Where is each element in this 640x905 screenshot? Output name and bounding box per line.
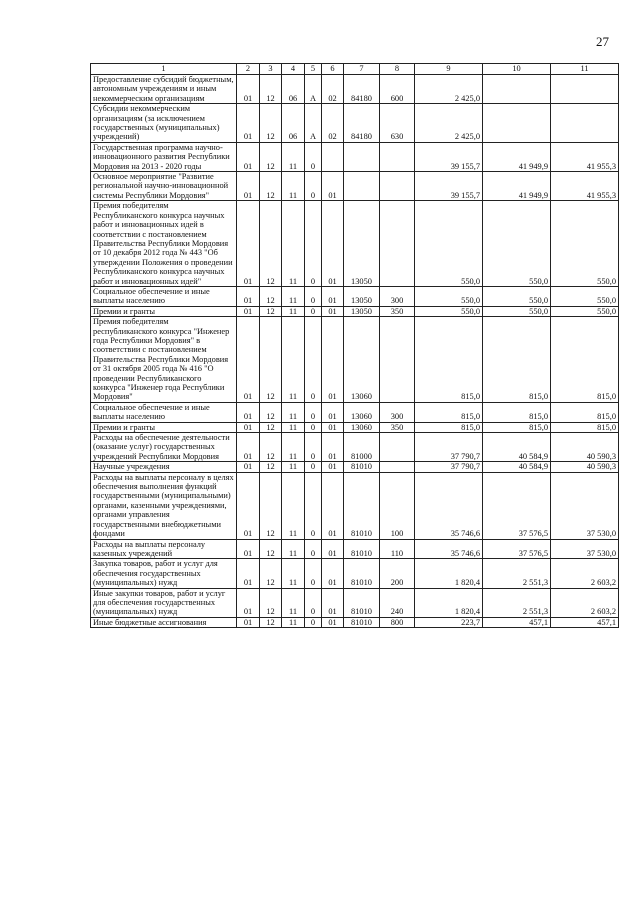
row-value-cell: 01 bbox=[237, 539, 260, 559]
table-row bbox=[91, 142, 619, 171]
row-value-cell: 01 bbox=[322, 422, 344, 432]
row-value-cell: 100 bbox=[380, 472, 415, 539]
row-value-cell: 550,0 bbox=[415, 306, 483, 316]
row-value-cell: 550,0 bbox=[551, 201, 619, 287]
row-value-cell: 12 bbox=[260, 317, 282, 403]
row-value-cell: 84180 bbox=[344, 75, 380, 104]
row-value-cell bbox=[483, 104, 551, 143]
row-value-cell: 0 bbox=[305, 462, 322, 472]
row-value-cell: 41 955,3 bbox=[551, 172, 619, 201]
row-value-cell: 2 425,0 bbox=[415, 75, 483, 104]
row-value-cell: 06 bbox=[282, 75, 305, 104]
row-value-cell bbox=[483, 75, 551, 104]
row-value-cell: 12 bbox=[260, 462, 282, 472]
row-value-cell: 02 bbox=[322, 104, 344, 143]
row-value-cell: 02 bbox=[322, 75, 344, 104]
row-value-cell: 2 425,0 bbox=[415, 104, 483, 143]
table-row bbox=[91, 286, 619, 306]
row-value-cell: 240 bbox=[380, 588, 415, 617]
row-value-cell: 11 bbox=[282, 172, 305, 201]
row-value-cell: 600 bbox=[380, 75, 415, 104]
row-value-cell: 12 bbox=[260, 433, 282, 462]
row-value-cell: 0 bbox=[305, 539, 322, 559]
row-value-cell: 550,0 bbox=[551, 306, 619, 316]
row-value-cell: 0 bbox=[305, 472, 322, 539]
row-value-cell: 0 bbox=[305, 306, 322, 316]
table-row bbox=[91, 617, 619, 627]
row-value-cell: 40 584,9 bbox=[483, 462, 551, 472]
row-value-cell: 01 bbox=[237, 104, 260, 143]
row-value-cell bbox=[380, 433, 415, 462]
row-name-cell: Премия победителям Республиканского конкурса научных работ и инновационных идей в соответствии с постановлением Правительства Республики Мордовия от 10 декабря 2012 года № 443 "Об утверждении Положения о проведении Республиканского конкурса научных работ и инновационных идей" bbox=[91, 201, 237, 287]
row-value-cell: 0 bbox=[305, 402, 322, 422]
row-value-cell: 01 bbox=[322, 306, 344, 316]
row-value-cell: 81010 bbox=[344, 472, 380, 539]
row-value-cell: 200 bbox=[380, 559, 415, 588]
row-value-cell: 13060 bbox=[344, 402, 380, 422]
row-value-cell: 41 949,9 bbox=[483, 142, 551, 171]
row-value-cell: 11 bbox=[282, 402, 305, 422]
row-value-cell: 550,0 bbox=[415, 201, 483, 287]
row-name-cell: Иные бюджетные ассигнования bbox=[91, 617, 237, 627]
row-value-cell: 01 bbox=[322, 433, 344, 462]
row-value-cell: 630 bbox=[380, 104, 415, 143]
row-value-cell: 12 bbox=[260, 104, 282, 143]
row-value-cell: 06 bbox=[282, 104, 305, 143]
row-value-cell: 01 bbox=[237, 286, 260, 306]
row-value-cell: 01 bbox=[237, 462, 260, 472]
row-value-cell: 40 590,3 bbox=[551, 462, 619, 472]
row-value-cell: 81010 bbox=[344, 617, 380, 627]
row-value-cell bbox=[551, 75, 619, 104]
row-value-cell: 815,0 bbox=[483, 422, 551, 432]
row-value-cell: 01 bbox=[237, 201, 260, 287]
row-value-cell: 01 bbox=[237, 422, 260, 432]
row-value-cell: 01 bbox=[237, 75, 260, 104]
row-value-cell: 40 584,9 bbox=[483, 433, 551, 462]
row-value-cell: 12 bbox=[260, 588, 282, 617]
row-value-cell: 01 bbox=[237, 306, 260, 316]
row-value-cell: 01 bbox=[237, 402, 260, 422]
table-row bbox=[91, 588, 619, 617]
row-name-cell: Предоставление субсидий бюджетным, автономным учреждениям и иным некоммерческим организациям bbox=[91, 75, 237, 104]
row-value-cell: 13060 bbox=[344, 317, 380, 403]
row-value-cell: 12 bbox=[260, 402, 282, 422]
row-value-cell bbox=[380, 142, 415, 171]
row-value-cell: 40 590,3 bbox=[551, 433, 619, 462]
row-value-cell: 01 bbox=[322, 286, 344, 306]
table-row bbox=[91, 472, 619, 539]
row-value-cell: 01 bbox=[322, 201, 344, 287]
row-value-cell: 13050 bbox=[344, 201, 380, 287]
row-value-cell: 550,0 bbox=[551, 286, 619, 306]
row-name-cell: Расходы на выплаты персоналу в целях обеспечения выполнения функций государственными (муниципальными) органами, казенными учреждениями, органами управления государственными внебюджетными фондами bbox=[91, 472, 237, 539]
row-value-cell: 815,0 bbox=[551, 402, 619, 422]
row-value-cell: 12 bbox=[260, 172, 282, 201]
header-cell: 5 bbox=[305, 64, 322, 75]
row-value-cell: 815,0 bbox=[483, 317, 551, 403]
header-cell: 7 bbox=[344, 64, 380, 75]
row-value-cell: 11 bbox=[282, 422, 305, 432]
row-value-cell: 01 bbox=[237, 172, 260, 201]
row-value-cell: 01 bbox=[322, 462, 344, 472]
table-row bbox=[91, 172, 619, 201]
row-value-cell: 550,0 bbox=[483, 286, 551, 306]
row-value-cell: 12 bbox=[260, 559, 282, 588]
row-value-cell: 12 bbox=[260, 201, 282, 287]
row-value-cell: 37 576,5 bbox=[483, 472, 551, 539]
row-value-cell: 01 bbox=[237, 142, 260, 171]
row-value-cell: 11 bbox=[282, 201, 305, 287]
row-value-cell: 41 949,9 bbox=[483, 172, 551, 201]
row-value-cell: 815,0 bbox=[415, 317, 483, 403]
row-value-cell: 12 bbox=[260, 142, 282, 171]
row-value-cell: 2 551,3 bbox=[483, 559, 551, 588]
header-cell: 8 bbox=[380, 64, 415, 75]
row-value-cell: 37 530,0 bbox=[551, 539, 619, 559]
row-value-cell: 84180 bbox=[344, 104, 380, 143]
table-row bbox=[91, 539, 619, 559]
row-value-cell: 39 155,7 bbox=[415, 172, 483, 201]
row-value-cell: 81000 bbox=[344, 433, 380, 462]
row-value-cell bbox=[344, 142, 380, 171]
row-value-cell: 01 bbox=[322, 588, 344, 617]
row-value-cell bbox=[380, 201, 415, 287]
row-value-cell: 12 bbox=[260, 286, 282, 306]
row-value-cell: 0 bbox=[305, 317, 322, 403]
row-value-cell: 35 746,6 bbox=[415, 472, 483, 539]
row-value-cell bbox=[344, 172, 380, 201]
row-name-cell: Закупка товаров, работ и услуг для обеспечения государственных (муниципальных) нужд bbox=[91, 559, 237, 588]
row-value-cell: 0 bbox=[305, 422, 322, 432]
row-name-cell: Социальное обеспечение и иные выплаты населению bbox=[91, 286, 237, 306]
row-name-cell: Субсидии некоммерческим организациям (за исключением государственных (муниципальных) учреждений) bbox=[91, 104, 237, 143]
row-value-cell: 0 bbox=[305, 172, 322, 201]
row-value-cell: 0 bbox=[305, 588, 322, 617]
row-name-cell: Расходы на выплаты персоналу казенных учреждений bbox=[91, 539, 237, 559]
row-value-cell: 1 820,4 bbox=[415, 559, 483, 588]
row-value-cell: 800 bbox=[380, 617, 415, 627]
row-value-cell: 815,0 bbox=[415, 402, 483, 422]
row-value-cell: 223,7 bbox=[415, 617, 483, 627]
row-value-cell: 11 bbox=[282, 472, 305, 539]
row-value-cell: 01 bbox=[237, 559, 260, 588]
row-value-cell: 12 bbox=[260, 617, 282, 627]
table-row bbox=[91, 306, 619, 316]
row-value-cell: 815,0 bbox=[551, 317, 619, 403]
row-value-cell bbox=[380, 462, 415, 472]
row-value-cell bbox=[380, 172, 415, 201]
row-value-cell: 0 bbox=[305, 433, 322, 462]
table-row bbox=[91, 402, 619, 422]
header-cell: 4 bbox=[282, 64, 305, 75]
row-value-cell: 13050 bbox=[344, 306, 380, 316]
row-value-cell: 350 bbox=[380, 422, 415, 432]
row-value-cell: 12 bbox=[260, 75, 282, 104]
row-value-cell: 37 790,7 bbox=[415, 433, 483, 462]
row-value-cell: 35 746,6 bbox=[415, 539, 483, 559]
header-row bbox=[91, 64, 619, 75]
row-name-cell: Премии и гранты bbox=[91, 422, 237, 432]
table-row bbox=[91, 75, 619, 104]
row-name-cell: Премии и гранты bbox=[91, 306, 237, 316]
row-name-cell: Социальное обеспечение и иные выплаты населению bbox=[91, 402, 237, 422]
row-value-cell: 01 bbox=[322, 539, 344, 559]
header-cell: 3 bbox=[260, 64, 282, 75]
row-value-cell: 550,0 bbox=[415, 286, 483, 306]
row-value-cell: 01 bbox=[237, 317, 260, 403]
row-value-cell: 01 bbox=[322, 559, 344, 588]
row-value-cell: 12 bbox=[260, 472, 282, 539]
row-value-cell: 13060 bbox=[344, 422, 380, 432]
row-value-cell: 457,1 bbox=[551, 617, 619, 627]
row-value-cell: 457,1 bbox=[483, 617, 551, 627]
row-value-cell: 11 bbox=[282, 306, 305, 316]
row-value-cell: 11 bbox=[282, 559, 305, 588]
row-value-cell: 81010 bbox=[344, 539, 380, 559]
row-value-cell: 01 bbox=[322, 617, 344, 627]
row-value-cell: 815,0 bbox=[483, 402, 551, 422]
row-name-cell: Государственная программа научно-инновационного развития Республики Мордовия на 2013 - 2020 годы bbox=[91, 142, 237, 171]
row-value-cell: 01 bbox=[322, 317, 344, 403]
row-value-cell: 0 bbox=[305, 142, 322, 171]
row-value-cell: 81010 bbox=[344, 462, 380, 472]
row-value-cell: 11 bbox=[282, 433, 305, 462]
row-value-cell: 11 bbox=[282, 462, 305, 472]
row-value-cell: 815,0 bbox=[551, 422, 619, 432]
row-value-cell: 37 530,0 bbox=[551, 472, 619, 539]
row-value-cell: 1 820,4 bbox=[415, 588, 483, 617]
row-value-cell bbox=[322, 142, 344, 171]
row-value-cell: 37 576,5 bbox=[483, 539, 551, 559]
header-cell: 11 bbox=[551, 64, 619, 75]
row-value-cell: 12 bbox=[260, 306, 282, 316]
row-value-cell: 2 603,2 bbox=[551, 559, 619, 588]
row-value-cell: 01 bbox=[322, 402, 344, 422]
header-cell: 10 bbox=[483, 64, 551, 75]
row-value-cell: 37 790,7 bbox=[415, 462, 483, 472]
row-value-cell bbox=[380, 317, 415, 403]
row-name-cell: Премия победителям республиканского конкурса "Инженер года Республики Мордовия" в соответствии с постановлением Правительства Республики Мордовия от 31 октября 2005 года № 416 "О проведении Республиканского конкурса "Инженер года Республики Мордовия" bbox=[91, 317, 237, 403]
page-number: 27 bbox=[596, 34, 609, 49]
header-cell: 2 bbox=[237, 64, 260, 75]
row-value-cell: 01 bbox=[322, 172, 344, 201]
table-row bbox=[91, 559, 619, 588]
table-row bbox=[91, 433, 619, 462]
row-value-cell: 01 bbox=[237, 588, 260, 617]
header-cell: 1 bbox=[91, 64, 237, 75]
table-row bbox=[91, 462, 619, 472]
row-value-cell: 0 bbox=[305, 559, 322, 588]
table-row bbox=[91, 201, 619, 287]
row-value-cell: А bbox=[305, 75, 322, 104]
row-value-cell: 11 bbox=[282, 142, 305, 171]
row-value-cell: 01 bbox=[237, 433, 260, 462]
header-cell: 9 bbox=[415, 64, 483, 75]
row-name-cell: Иные закупки товаров, работ и услуг для обеспечения государственных (муниципальных) нужд bbox=[91, 588, 237, 617]
row-value-cell: 0 bbox=[305, 286, 322, 306]
row-value-cell: 0 bbox=[305, 617, 322, 627]
row-name-cell: Научные учреждения bbox=[91, 462, 237, 472]
row-value-cell: 2 551,3 bbox=[483, 588, 551, 617]
budget-table bbox=[90, 63, 619, 628]
row-name-cell: Расходы на обеспечение деятельности (оказание услуг) государственных учреждений Республики Мордовия bbox=[91, 433, 237, 462]
row-value-cell: 0 bbox=[305, 201, 322, 287]
row-value-cell: 550,0 bbox=[483, 201, 551, 287]
row-value-cell: 41 955,3 bbox=[551, 142, 619, 171]
row-value-cell: 110 bbox=[380, 539, 415, 559]
row-name-cell: Основное мероприятие "Развитие региональной научно-инновационной системы Республики Мордовия" bbox=[91, 172, 237, 201]
table-row bbox=[91, 317, 619, 403]
row-value-cell: 12 bbox=[260, 539, 282, 559]
row-value-cell: 12 bbox=[260, 422, 282, 432]
row-value-cell: 39 155,7 bbox=[415, 142, 483, 171]
row-value-cell: 81010 bbox=[344, 588, 380, 617]
row-value-cell: 815,0 bbox=[415, 422, 483, 432]
header-cell: 6 bbox=[322, 64, 344, 75]
row-value-cell: 350 bbox=[380, 306, 415, 316]
row-value-cell: 11 bbox=[282, 617, 305, 627]
table-row bbox=[91, 104, 619, 143]
row-value-cell bbox=[551, 104, 619, 143]
row-value-cell: 81010 bbox=[344, 559, 380, 588]
row-value-cell: 13050 bbox=[344, 286, 380, 306]
row-value-cell: 11 bbox=[282, 286, 305, 306]
row-value-cell: А bbox=[305, 104, 322, 143]
row-value-cell: 01 bbox=[237, 472, 260, 539]
row-value-cell: 2 603,2 bbox=[551, 588, 619, 617]
row-value-cell: 300 bbox=[380, 286, 415, 306]
table-row bbox=[91, 422, 619, 432]
row-value-cell: 11 bbox=[282, 588, 305, 617]
row-value-cell: 01 bbox=[322, 472, 344, 539]
row-value-cell: 300 bbox=[380, 402, 415, 422]
row-value-cell: 550,0 bbox=[483, 306, 551, 316]
row-value-cell: 11 bbox=[282, 539, 305, 559]
row-value-cell: 01 bbox=[237, 617, 260, 627]
row-value-cell: 11 bbox=[282, 317, 305, 403]
